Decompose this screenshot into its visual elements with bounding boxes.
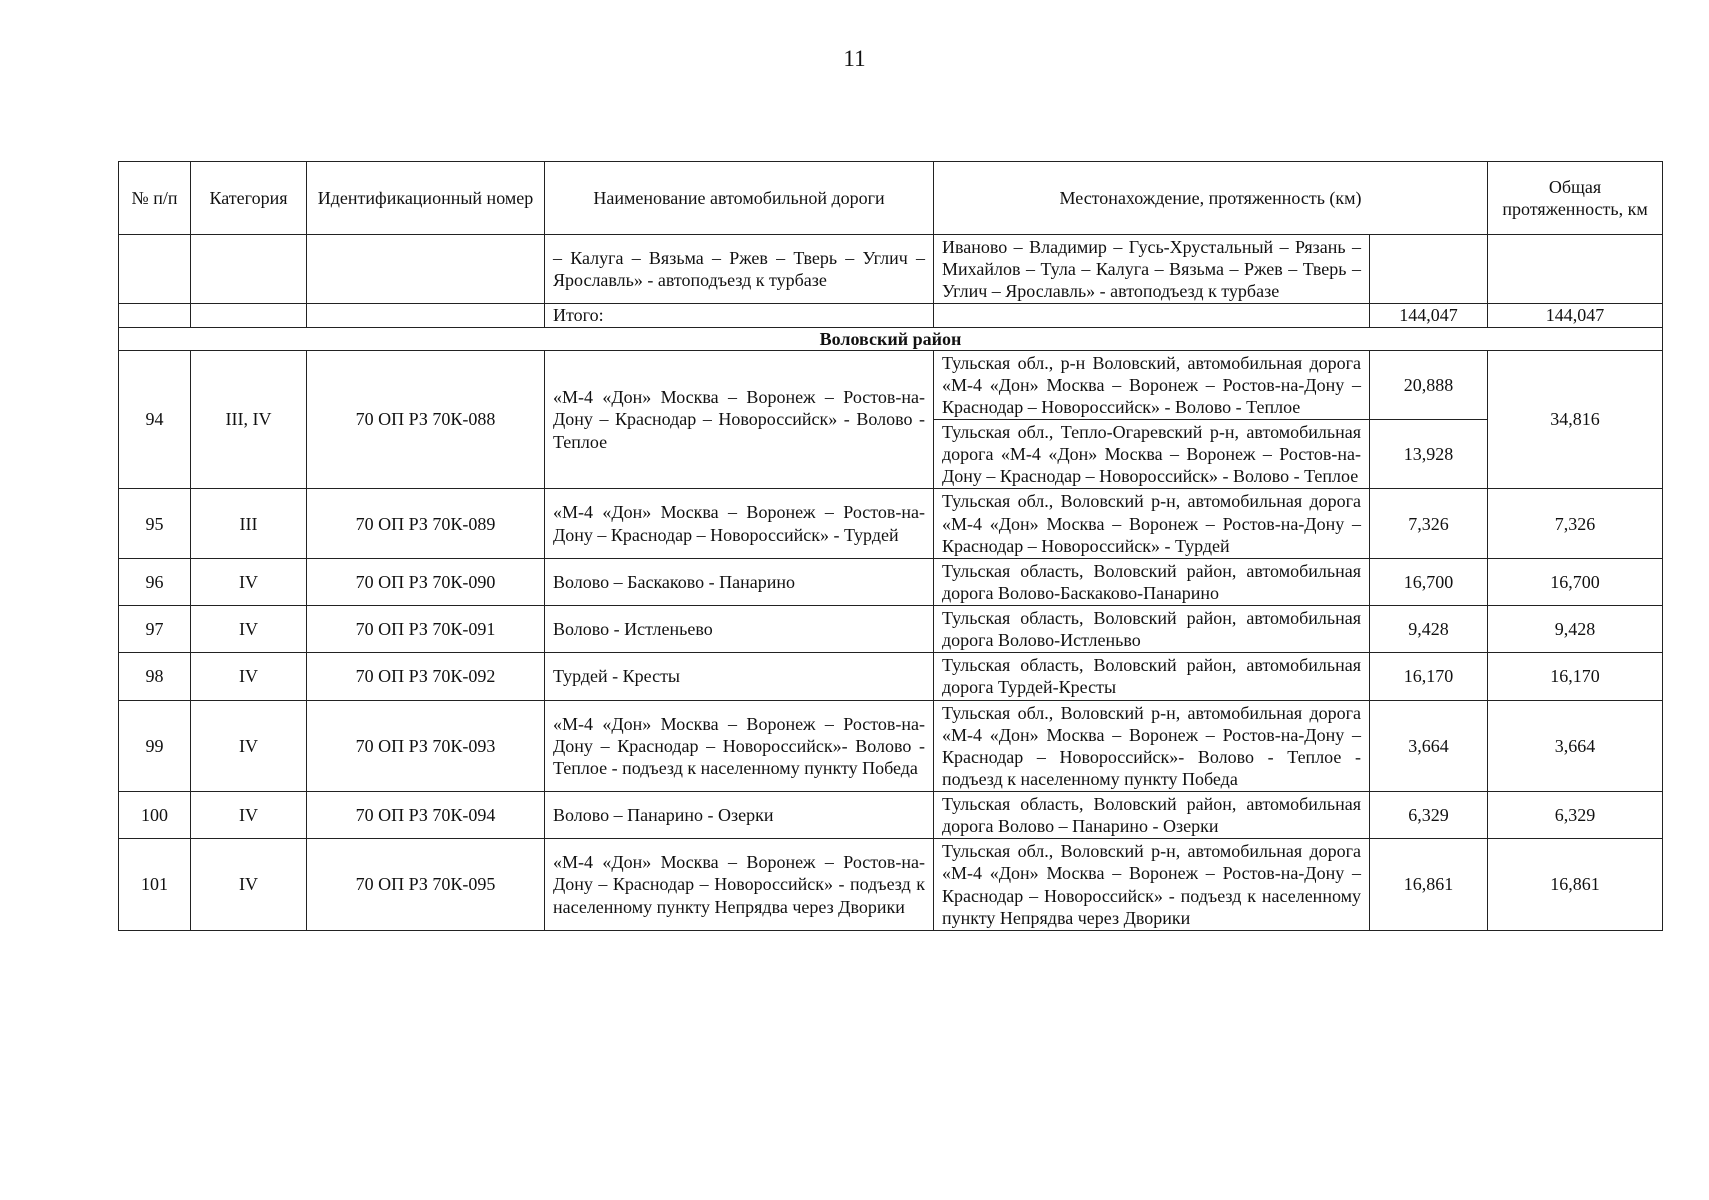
row-length: 7,326 [1370, 489, 1488, 558]
row-category: IV [191, 700, 307, 792]
row-name: «М-4 «Дон» Москва – Воронеж – Ростов-на-Дону – Краснодар – Новороссийск» - Волово - Теплое [545, 350, 934, 489]
row-total: 3,664 [1488, 700, 1663, 792]
table-row [119, 839, 1663, 931]
header-num: № п/п [119, 162, 191, 235]
row-category: III, IV [191, 350, 307, 489]
subtotal-row [119, 304, 1663, 327]
continuation-row [119, 235, 1663, 304]
row-name: Волово - Истленьево [545, 606, 934, 653]
header-category: Категория [191, 162, 307, 235]
table-row [119, 653, 1663, 700]
row-total: 16,861 [1488, 839, 1663, 931]
row-location: Тульская обл., Тепло-Огаревский р-н, автомобильная дорога «М-4 «Дон» Москва – Воронеж – Ростов-на-Дону – Краснодар – Новороссийск» - Волово - Теплое [934, 420, 1370, 489]
row-category: IV [191, 839, 307, 931]
table-header-row [119, 162, 1663, 235]
continuation-name: – Калуга – Вязьма – Ржев – Тверь – Углич – Ярославль» - автоподъезд к турбазе [545, 235, 934, 304]
row-category: IV [191, 792, 307, 839]
row-category: III [191, 489, 307, 558]
subtotal-label: Итого: [545, 304, 934, 327]
row-location: Тульская область, Воловский район, автомобильная дорога Волово – Панарино - Озерки [934, 792, 1370, 839]
row-num: 99 [119, 700, 191, 792]
row-name: Волово – Баскаково - Панарино [545, 558, 934, 605]
row-location: Тульская область, Воловский район, автомобильная дорога Турдей-Кресты [934, 653, 1370, 700]
row-location: Тульская область, Воловский район, автомобильная дорога Волово-Истленьво [934, 606, 1370, 653]
row-id: 70 ОП РЗ 70К-089 [307, 489, 545, 558]
row-location: Тульская обл., Воловский р-н, автомобильная дорога «М-4 «Дон» Москва – Воронеж – Ростов-на-Дону – Краснодар – Новороссийск» - подъезд к населенному пункту Непрядва через Дворики [934, 839, 1370, 931]
page-number: 11 [843, 46, 866, 71]
header-total: Общая протяженность, км [1488, 162, 1663, 235]
header-name: Наименование автомобильной дороги [545, 162, 934, 235]
table-row [119, 606, 1663, 653]
row-length: 16,700 [1370, 558, 1488, 605]
row-name: «М-4 «Дон» Москва – Воронеж – Ростов-на-Дону – Краснодар – Новороссийск»- Волово - Теплое - подъезд к населенному пункту Победа [545, 700, 934, 792]
row-id: 70 ОП РЗ 70К-095 [307, 839, 545, 931]
row-total: 16,700 [1488, 558, 1663, 605]
row-category: IV [191, 606, 307, 653]
table-row [119, 350, 1663, 419]
row-id: 70 ОП РЗ 70К-093 [307, 700, 545, 792]
district-title: Воловский район [119, 327, 1663, 350]
row-category: IV [191, 653, 307, 700]
row-name: «М-4 «Дон» Москва – Воронеж – Ростов-на-Дону – Краснодар – Новороссийск» - Турдей [545, 489, 934, 558]
row-num: 96 [119, 558, 191, 605]
row-total: 34,816 [1488, 350, 1663, 489]
row-num: 101 [119, 839, 191, 931]
row-id: 70 ОП РЗ 70К-094 [307, 792, 545, 839]
row-num: 97 [119, 606, 191, 653]
row-length: 16,861 [1370, 839, 1488, 931]
row-location: Тульская область, Воловский район, автомобильная дорога Волово-Баскаково-Панарино [934, 558, 1370, 605]
row-name: Турдей - Кресты [545, 653, 934, 700]
row-name: «М-4 «Дон» Москва – Воронеж – Ростов-на-Дону – Краснодар – Новороссийск» - подъезд к населенному пункту Непрядва через Дворики [545, 839, 934, 931]
district-row [119, 327, 1663, 350]
table-row [119, 700, 1663, 792]
row-length: 13,928 [1370, 420, 1488, 489]
row-location: Тульская обл., Воловский р-н, автомобильная дорога «М-4 «Дон» Москва – Воронеж – Ростов-на-Дону – Краснодар – Новороссийск»- Волово - Теплое - подъезд к населенному пункту Победа [934, 700, 1370, 792]
row-num: 98 [119, 653, 191, 700]
row-id: 70 ОП РЗ 70К-092 [307, 653, 545, 700]
row-id: 70 ОП РЗ 70К-088 [307, 350, 545, 489]
row-location: Тульская обл., р-н Воловский, автомобильная дорога «М-4 «Дон» Москва – Воронеж – Ростов-на-Дону – Краснодар – Новороссийск» - Волово - Теплое [934, 350, 1370, 419]
row-id: 70 ОП РЗ 70К-090 [307, 558, 545, 605]
row-length: 16,170 [1370, 653, 1488, 700]
table-row [119, 489, 1663, 558]
row-name: Волово – Панарино - Озерки [545, 792, 934, 839]
table-row [119, 792, 1663, 839]
row-location: Тульская обл., Воловский р-н, автомобильная дорога «М-4 «Дон» Москва – Воронеж – Ростов-на-Дону – Краснодар – Новороссийск» - Турдей [934, 489, 1370, 558]
row-num: 94 [119, 350, 191, 489]
row-category: IV [191, 558, 307, 605]
row-total: 9,428 [1488, 606, 1663, 653]
row-length: 6,329 [1370, 792, 1488, 839]
row-num: 95 [119, 489, 191, 558]
row-length: 3,664 [1370, 700, 1488, 792]
row-length: 9,428 [1370, 606, 1488, 653]
row-num: 100 [119, 792, 191, 839]
header-location: Местонахождение, протяженность (км) [934, 162, 1488, 235]
row-total: 7,326 [1488, 489, 1663, 558]
subtotal-total: 144,047 [1488, 304, 1663, 327]
subtotal-length: 144,047 [1370, 304, 1488, 327]
row-total: 6,329 [1488, 792, 1663, 839]
row-length: 20,888 [1370, 350, 1488, 419]
continuation-location: Иваново – Владимир – Гусь-Хрустальный – Рязань – Михайлов – Тула – Калуга – Вязьма – Ржев – Тверь – Углич – Ярославль» - автоподъезд к турбазе [934, 235, 1370, 304]
header-id: Идентификационный номер [307, 162, 545, 235]
row-id: 70 ОП РЗ 70К-091 [307, 606, 545, 653]
roads-table [118, 161, 1663, 931]
table-row [119, 558, 1663, 605]
row-total: 16,170 [1488, 653, 1663, 700]
